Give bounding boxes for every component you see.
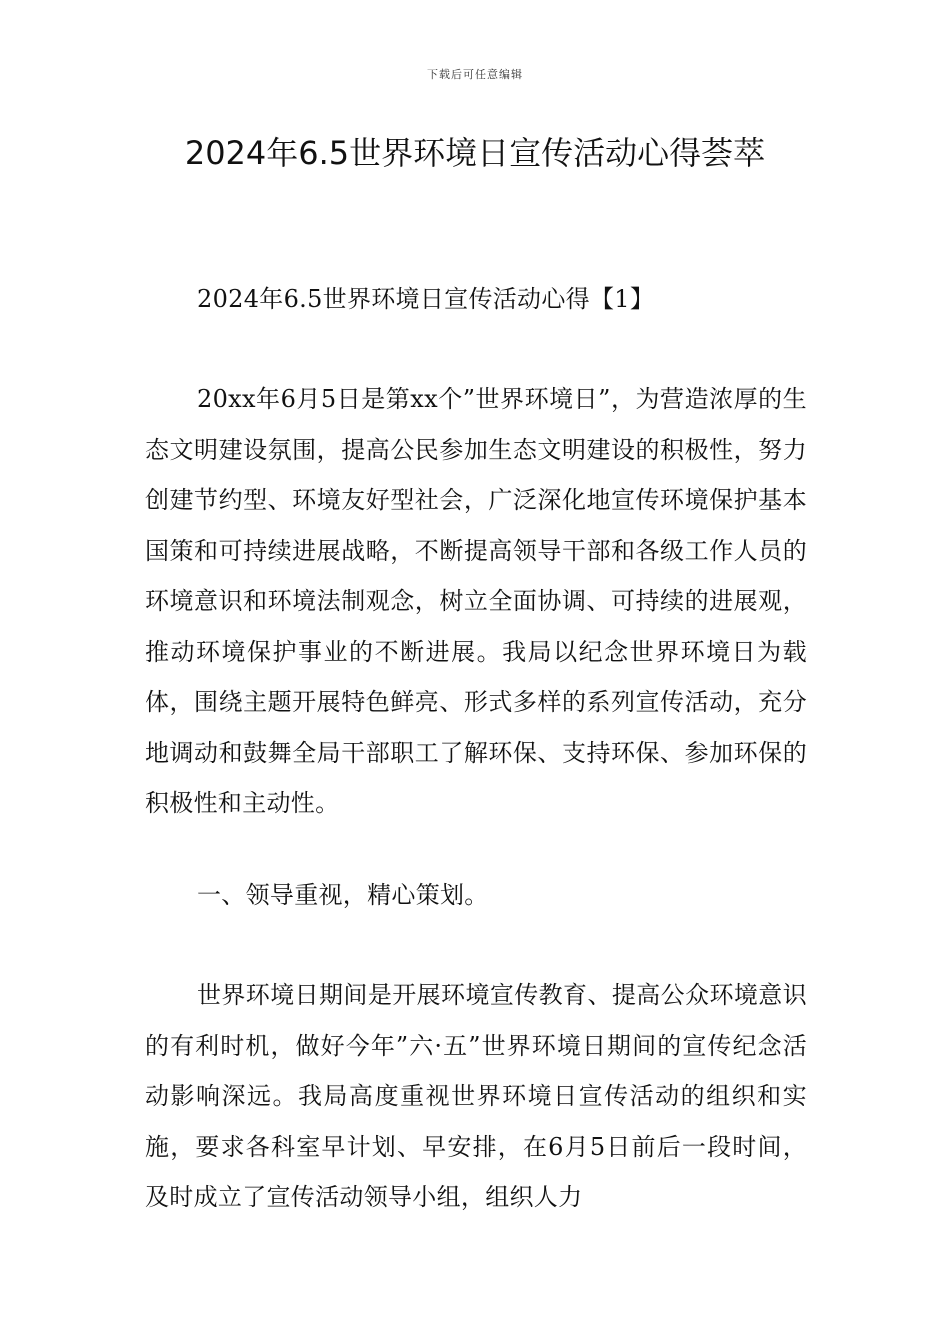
section-heading-1: 一、领导重视，精心策划。 [197, 881, 489, 909]
document-title: 2024年6.5世界环境日宣传活动心得荟萃 [184, 134, 766, 172]
header-note: 下载后可任意编辑 [427, 68, 523, 81]
article-subheading: 2024年6.5世界环境日宣传活动心得【1】 [197, 285, 655, 313]
paragraph-2: 世界环境日期间是开展环境宣传教育、提高公众环境意识的有利时机，做好今年”六·五”世界环境日期间的宣传纪念活动影响深远。我局高度重视世界环境日宣传活动的组织和实施，要求各科室早计划、早安排，在6月5日前后一段时间，及时成立了宣传活动领导小组，组织人力 [145, 981, 807, 1211]
paragraph-1: 20xx年6月5日是第xx个”世界环境日”，为营造浓厚的生态文明建设氛围，提高公民参加生态文明建设的积极性，努力创建节约型、环境友好型社会，广泛深化地宣传环境保护基本国策和可持续进展战略，不断提高领导干部和各级工作人员的环境意识和环境法制观念，树立全面协调、可持续的进展观，推动环境保护事业的不断进展。我局以纪念世界环境日为载体，围绕主题开展特色鲜亮、形式多样的系列宣传活动，充分地调动和鼓舞全局干部职工了解环保、支持环保、参加环保的积极性和主动性。 [145, 385, 807, 817]
